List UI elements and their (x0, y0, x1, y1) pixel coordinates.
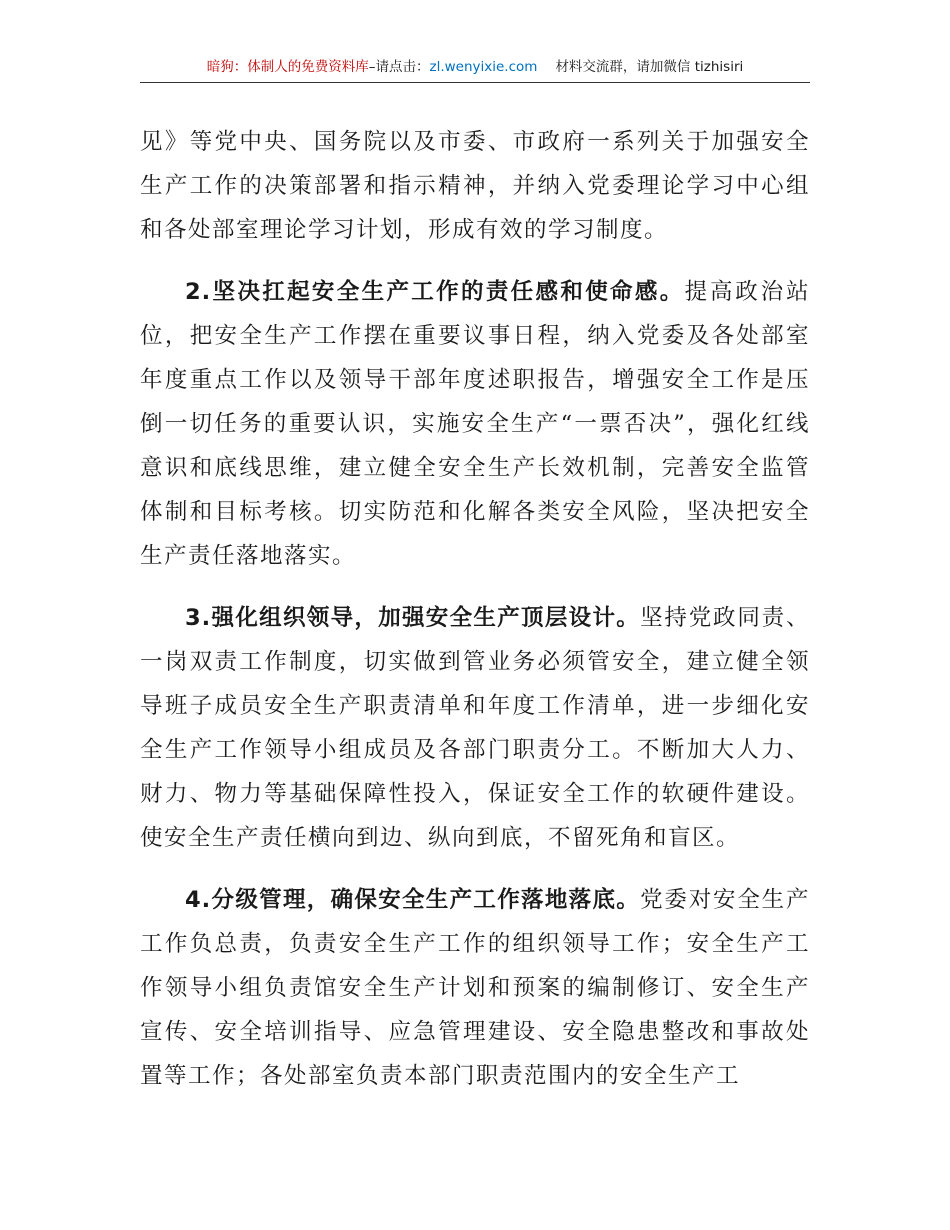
header-brand: 暗狗：体制人的免费资料库 (206, 59, 369, 75)
paragraph-1 (140, 120, 810, 252)
paragraph-3-heading: 3.强化组织领导，加强安全生产顶层设计。 (185, 605, 641, 631)
paragraph-3 (140, 596, 810, 860)
paragraph-2 (140, 270, 810, 578)
paragraph-2-heading: 2.坚决扛起安全生产工作的责任感和使命感。 (185, 279, 685, 305)
header-prompt: –请点击： (368, 59, 430, 75)
paragraph-3-body: 坚持党政同责、一岗双责工作制度，切实做到管业务必须管安全，建立健全领导班子成员安全生产职责清单和年度工作清单，进一步细化安全生产工作领导小组成员及各部门职责分工。不断加大人力、财力、物力等基础保障性投入，保证安全工作的软硬件建设。使安全生产责任横向到边、纵向到底，不留死角和盲区。 (140, 605, 810, 851)
paragraph-4 (140, 878, 810, 1098)
document-body (140, 120, 810, 1098)
header-link[interactable]: zl.wenyixie.com (429, 59, 538, 75)
paragraph-4-body: 党委对安全生产工作负总责，负责安全生产工作的组织领导工作；安全生产工作领导小组负责馆安全生产计划和预案的编制修订、安全生产宣传、安全培训指导、应急管理建设、安全隐患整改和事故处置等工作；各处部室负责本部门职责范围内的安全生产工 (140, 887, 810, 1089)
paragraph-1-body: 见》等党中央、国务院以及市委、市政府一系列关于加强安全生产工作的决策部署和指示精神，并纳入党委理论学习中心组和各处部室理论学习计划，形成有效的学习制度。 (140, 129, 810, 243)
paragraph-4-heading: 4.分级管理，确保安全生产工作落地落底。 (185, 887, 641, 913)
page-header (140, 52, 810, 83)
paragraph-2-body: 提高政治站位，把安全生产工作摆在重要议事日程，纳入党委及各处部室年度重点工作以及领导干部年度述职报告，增强安全工作是压倒一切任务的重要认识，实施安全生产“一票否决”，强化红线意识和底线思维，建立健全安全生产长效机制，完善安全监管体制和目标考核。切实防范和化解各类安全风险，坚决把安全生产责任落地落实。 (140, 279, 810, 569)
header-wechat-note: 材料交流群，请加微信 tizhisiri (555, 59, 744, 75)
